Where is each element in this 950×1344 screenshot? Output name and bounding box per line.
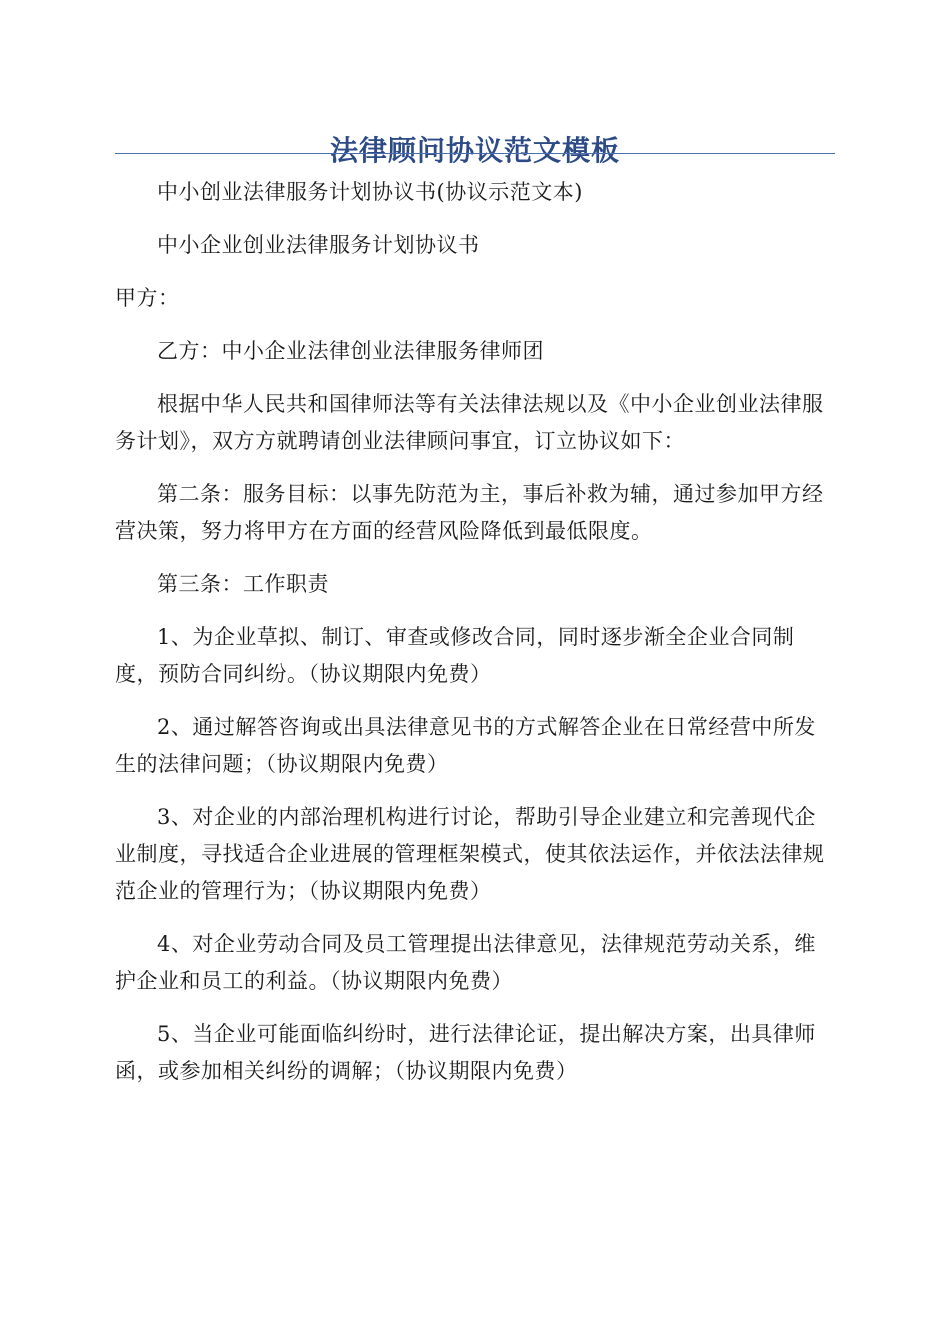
paragraph-party-a: 甲方： — [115, 286, 180, 310]
paragraph-duty-2: 2、通过解答咨询或出具法律意见书的方式解答企业在日常经营中所发生的法律问题；（协议期限内免费） — [115, 715, 816, 776]
paragraph-article-2: 第二条：服务目标：以事先防范为主，事后补救为辅，通过参加甲方经营决策，努力将甲方在方面的经营风险降低到最低限度。 — [115, 482, 824, 543]
title-underline — [115, 153, 835, 154]
paragraph-duty-3: 3、对企业的内部治理机构进行讨论，帮助引导企业建立和完善现代企业制度，寻找适合企业进展的管理框架模式，使其依法运作，并依法法律规范企业的管理行为；（协议期限内免费） — [115, 805, 825, 903]
paragraph-duty-4: 4、对企业劳动合同及员工管理提出法律意见，法律规范劳动关系，维护企业和员工的利益。（协议期限内免费） — [115, 932, 816, 993]
paragraph-article-3: 第三条：工作职责 — [157, 572, 329, 596]
paragraph-duty-1: 1、为企业草拟、制订、审查或修改合同，同时逐步渐全企业合同制度，预防合同纠纷。（协议期限内免费） — [115, 625, 795, 686]
document-body — [115, 174, 835, 1106]
paragraph-party-b: 乙方：中小企业法律创业法律服务律师团 — [157, 339, 544, 363]
document-title: 法律顾问协议范文模板 — [329, 133, 620, 167]
paragraph-subtitle: 中小创业法律服务计划协议书(协议示范文本) — [157, 180, 583, 204]
paragraph-preamble: 根据中华人民共和国律师法等有关法律法规以及《中小企业创业法律服务计划》，双方方就聘请创业法律顾问事宜，订立协议如下： — [115, 392, 824, 453]
paragraph-agreement-name: 中小企业创业法律服务计划协议书 — [157, 233, 480, 257]
paragraph-duty-5: 5、当企业可能面临纠纷时，进行法律论证，提出解决方案，出具律师函，或参加相关纠纷的调解；（协议期限内免费） — [115, 1022, 816, 1083]
